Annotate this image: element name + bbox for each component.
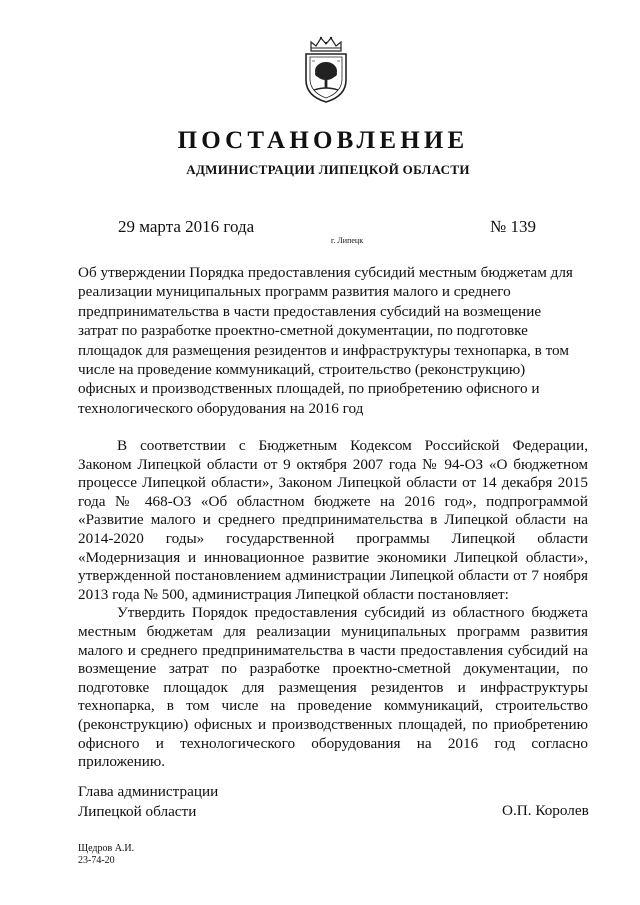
body-paragraph-basis: В соответствии с Бюджетным Кодексом Российской Федерации, Законом Липецкой области от 9 октября 2007 года № 94-ОЗ «О бюджетном процессе Липецкой области», Законом Липецкой области от 14 декабря 2015 года № 468-ОЗ «Об областном бюджете на 2016 год», подпрограммой «Развитие малого и среднего предпринимательства в Липецкой области на 2014-2020 годы» государственной программы Липецкой области «Модернизация и инновационное развитие экономики Липецкой области», утвержденной постановлением администрации Липецкой области от 7 ноября 2013 года № 500, администрация Липецкой области постановляет: (78, 437, 588, 603)
document-number: № 139 (490, 217, 536, 236)
executor-name: Щедров А.И. (78, 843, 135, 854)
document-title: ПОСТАНОВЛЕНИЕ (177, 127, 469, 154)
document-body (78, 437, 588, 772)
signatory-position-line2: Липецкой области (78, 802, 197, 820)
document-subject: Об утверждении Порядка предоставления субсидий местным бюджетам для реализации муниципальных программ развития малого и среднего предпринимательства в части предоставления субсидий на возмещение затрат по разработке проектно-сметной документации, по подготовке площадок для размещения резидентов и инфраструктуры технопарка, в том числе на проведение коммуникаций, строительство (реконструкцию) офисных и производственных площадей, по приобретению офисного и технологического оборудования на 2016 год (78, 264, 573, 417)
signatory-position (78, 782, 218, 821)
signatory-position-line1: Глава администрации (78, 783, 219, 800)
body-paragraph-resolution: Утвердить Порядок предоставления субсидий из областного бюджета местным бюджетам для реализации муниципальных программ развития малого и среднего предпринимательства в части предоставления субсидий на возмещение затрат по разработке проектно-сметной документации, по подготовке площадок для размещения резидентов и инфраструктуры технопарка, в том числе на проведение коммуникаций, строительство (реконструкцию) офисных и производственных площадей, по приобретению офисного и технологического оборудования на 2016 год согласно приложению. (78, 604, 588, 771)
coat-of-arms-icon (297, 34, 355, 104)
document-city: г. Липецк (331, 236, 364, 245)
document-issuer: АДМИНИСТРАЦИИ ЛИПЕЦКОЙ ОБЛАСТИ (186, 162, 470, 177)
executor-info (78, 843, 134, 867)
document-date: 29 марта 2016 года (118, 217, 255, 236)
executor-phone: 23-74-20 (78, 855, 115, 866)
signatory-name: О.П. Королев (502, 802, 589, 819)
